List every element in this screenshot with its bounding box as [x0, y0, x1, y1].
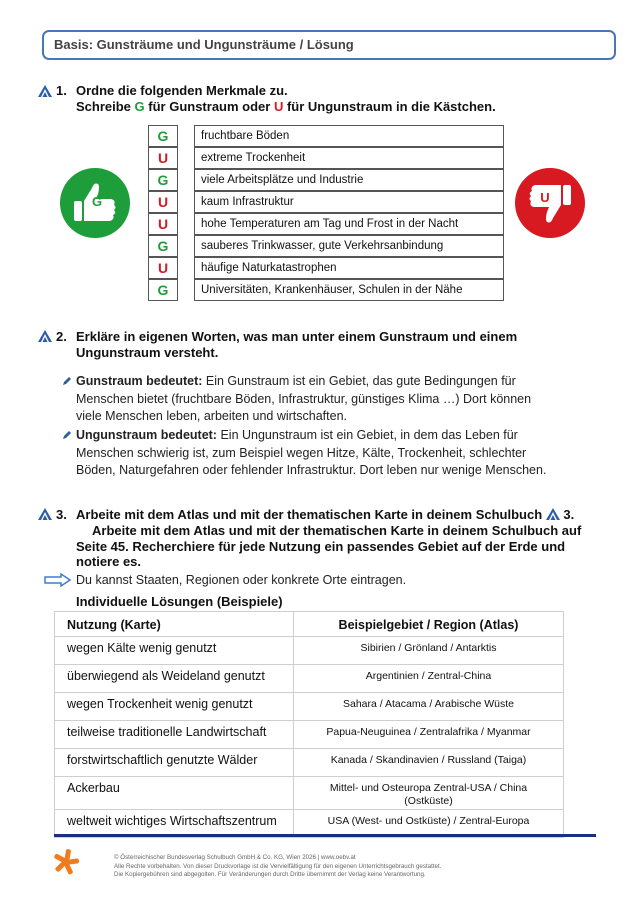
arrow-right-icon — [44, 573, 72, 587]
thumb-up-letter: G — [91, 194, 103, 209]
letter-box[interactable]: G — [148, 279, 178, 301]
footer-line3: Die Kopiergebühren sind abgegolten. Für Veränderungen durch Dritte übernimmt der Verlag keine Verantwortung. — [114, 871, 426, 878]
task1-line2-u: U — [273, 99, 284, 114]
task1-line2 — [76, 99, 496, 114]
task1-line2-post: für Ungunstraum in die Kästchen. — [283, 99, 496, 114]
feature-column — [194, 125, 504, 301]
table-cell-use: wegen Kälte wenig genutzt — [55, 637, 294, 665]
oebv-logo-icon — [52, 848, 80, 876]
feature-item: kaum Infrastruktur — [194, 191, 504, 213]
table-row — [55, 637, 564, 665]
feature-item: häufige Naturkatastrophen — [194, 257, 504, 279]
table-cell-use: forstwirtschaftlich genutzte Wälder — [55, 749, 294, 777]
task3-number: 3. — [56, 507, 67, 522]
letter-box[interactable]: U — [148, 213, 178, 235]
table-cell-region[interactable]: Argentinien / Zentral-China — [294, 665, 564, 693]
ungunstraum-answer — [62, 427, 602, 480]
task2-number: 2. — [56, 329, 67, 344]
letter-box[interactable]: U — [148, 147, 178, 169]
table-header-use: Nutzung (Karte) — [55, 612, 294, 637]
thumb-up-icon — [60, 168, 130, 238]
task3-subtitle: Individuelle Lösungen (Beispiele) — [76, 594, 283, 609]
gunst-label: Gunstraum bedeutet: — [76, 374, 203, 388]
table-cell-use: überwiegend als Weideland genutzt — [55, 665, 294, 693]
ungunst-l2: Menschen schwierig ist, zum Beispiel wegen Hitze, Kälte, Trockenheit, schlechter — [76, 445, 527, 460]
task3-line3: Seite 45. Recherchiere für jede Nutzung ein passendes Gebiet auf der Erde und — [76, 539, 566, 554]
task3-line1 — [76, 507, 574, 522]
task3-line2: Arbeite mit dem Atlas und mit der thematischen Karte in deinem Schulbuch auf — [92, 523, 582, 538]
task2-line1: Erkläre in eigenen Worten, was man unter einem Gunstraum und einem — [76, 329, 518, 344]
ungunst-label: Ungunstraum bedeutet: — [76, 428, 217, 442]
pencil-icon — [62, 430, 72, 440]
letter-box[interactable]: U — [148, 191, 178, 213]
table-row — [55, 749, 564, 777]
letter-column — [148, 125, 178, 301]
table-cell-use: teilweise traditionelle Landwirtschaft — [55, 721, 294, 749]
task3-line4: notiere es. — [76, 554, 142, 569]
task3-line1b: 3. — [563, 507, 575, 522]
table-header-region: Beispielgebiet / Region (Atlas) — [294, 612, 564, 637]
difficulty-triangle-icon — [38, 85, 52, 97]
table-row — [55, 693, 564, 721]
task3-hint: Du kannst Staaten, Regionen oder konkrete Orte eintragen. — [76, 573, 407, 587]
task1-line2-g: G — [134, 99, 145, 114]
feature-item: viele Arbeitsplätze und Industrie — [194, 169, 504, 191]
thumb-down-letter: U — [540, 190, 550, 205]
difficulty-triangle-icon — [38, 330, 52, 342]
task1-number: 1. — [56, 83, 67, 98]
task1-line1: Ordne die folgenden Merkmale zu. — [76, 83, 288, 98]
gunst-l2: Menschen bietet (fruchtbare Böden, Infrastruktur, günstiges Klima …) Dort können — [76, 391, 532, 406]
feature-item: sauberes Trinkwasser, gute Verkehrsanbindung — [194, 235, 504, 257]
ungunst-l1: Ein Ungunstraum ist ein Gebiet, in dem das Leben für — [216, 428, 518, 442]
letter-box[interactable]: U — [148, 257, 178, 279]
table-cell-region[interactable]: Sahara / Atacama / Arabische Wüste — [294, 693, 564, 721]
table-cell-use: Ackerbau — [55, 777, 294, 810]
table-cell-region[interactable]: USA (West- und Ostküste) / Zentral-Europa — [294, 810, 564, 838]
table-row — [55, 665, 564, 693]
letter-box[interactable]: G — [148, 235, 178, 257]
pencil-icon — [62, 376, 72, 386]
table-cell-region-line1: Mittel- und Osteuropa Zentral-USA / China — [329, 782, 528, 794]
table-cell-region[interactable]: Kanada / Skandinavien / Russland (Taiga) — [294, 749, 564, 777]
feature-item: extreme Trockenheit — [194, 147, 504, 169]
difficulty-triangle-icon — [546, 508, 560, 520]
table-row — [55, 721, 564, 749]
table-cell-region[interactable]: Papua-Neuguinea / Zentralafrika / Myanmar — [294, 721, 564, 749]
table-header-row — [55, 612, 564, 637]
task2-line2: Ungunstraum versteht. — [76, 345, 219, 360]
table-cell-use: weltweit wichtiges Wirtschaftszentrum — [55, 810, 294, 838]
footer-copyright — [114, 854, 534, 880]
footer-divider — [54, 834, 596, 837]
table-cell-region[interactable]: Sibirien / Grönland / Antarktis — [294, 637, 564, 665]
feature-item: hohe Temperaturen am Tag und Frost in der Nacht — [194, 213, 504, 235]
task1-line2-mid: für Gunstraum oder — [144, 99, 274, 114]
letter-box[interactable]: G — [148, 169, 178, 191]
table-cell-region[interactable] — [294, 777, 564, 810]
usage-table — [54, 611, 564, 838]
table-row — [55, 777, 564, 810]
gunst-l1: Ein Gunstraum ist ein Gebiet, das gute Bedingungen für — [202, 374, 516, 388]
feature-item: fruchtbare Böden — [194, 125, 504, 147]
table-cell-use: wegen Trockenheit wenig genutzt — [55, 693, 294, 721]
difficulty-triangle-icon — [38, 508, 52, 520]
ungunst-l3: Böden, Naturgefahren oder fehlender Infrastruktur. Dort leben nur wenige Menschen. — [76, 463, 547, 477]
gunst-l3: viele Menschen leben, arbeiten und wirtschaften. — [76, 409, 347, 423]
table-cell-region-line2: (Ostküste) — [404, 795, 453, 807]
task1-line2-pre: Schreibe — [76, 99, 135, 114]
gunstraum-answer — [62, 373, 582, 426]
feature-item: Universitäten, Krankenhäuser, Schulen in der Nähe — [194, 279, 504, 301]
letter-box[interactable]: G — [148, 125, 178, 147]
thumb-down-icon — [515, 168, 585, 238]
footer-line1: © Österreichischer Bundesverlag Schulbuch GmbH & Co. KG, Wien 2026 | www.oebv.at — [114, 854, 356, 861]
footer-line2: Alle Rechte vorbehalten. Von dieser Druckvorlage ist die Vervielfältigung für den eigenen Unterrichtsgebrauch gestattet. — [114, 862, 442, 870]
page-title: Basis: Gunsträume und Ungunsträume / Lösung — [42, 30, 616, 60]
task3-line1a: Arbeite mit dem Atlas und mit der thematischen Karte in deinem Schulbuch — [76, 507, 543, 522]
